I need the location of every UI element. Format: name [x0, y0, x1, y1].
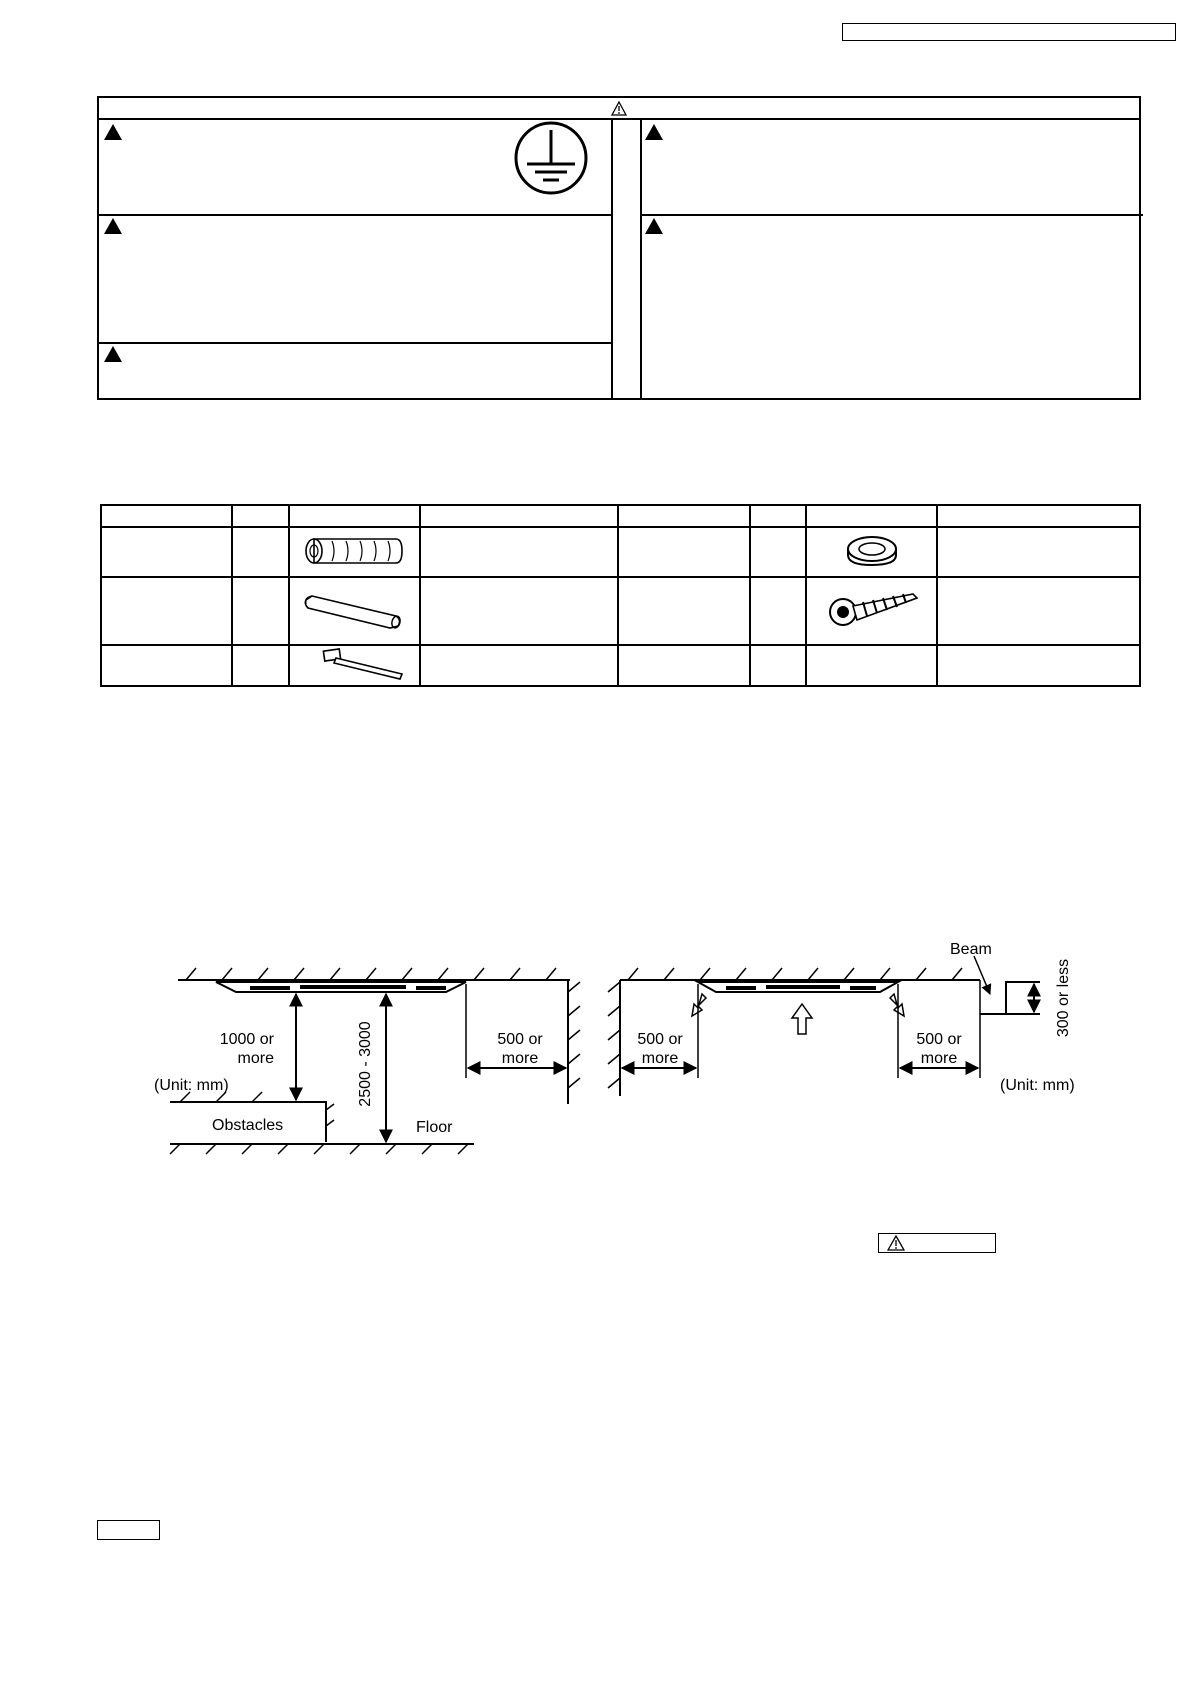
table-cell [420, 577, 618, 645]
table-cell [618, 577, 750, 645]
page-number-box [97, 1520, 160, 1540]
warning-bullet-icon [104, 346, 122, 362]
label-obstacles: Obstacles [212, 1117, 284, 1134]
table-cell [618, 527, 750, 577]
warning-triangle-icon [611, 101, 627, 116]
label-300-or-less: 300 or less [1055, 958, 1072, 1038]
pipe-cover-icon [300, 588, 410, 632]
table-cell [937, 527, 1140, 577]
table-cell [420, 527, 618, 577]
model-number-box [842, 23, 1176, 41]
label-unit-left: (Unit: mm) [154, 1077, 229, 1094]
table-header-cell [232, 505, 289, 527]
label-unit-right: (Unit: mm) [1000, 1077, 1075, 1094]
warning-bullet-icon [645, 124, 663, 140]
table-header-cell [618, 505, 750, 527]
table-cell [101, 645, 232, 686]
table-cell [806, 577, 937, 645]
label-500-right-line2: more [920, 1050, 958, 1067]
table-cell [750, 527, 806, 577]
warning-bullet-icon [104, 218, 122, 234]
label-500-right-line1: 500 or [916, 1031, 962, 1048]
accessories-table [100, 504, 1141, 687]
table-header-cell [289, 505, 420, 527]
table-cell [937, 577, 1140, 645]
table-cell [101, 527, 232, 577]
table-cell [232, 577, 289, 645]
label-500-left-line2: more [641, 1050, 679, 1067]
screw-icon [817, 582, 927, 638]
label-floor: Floor [416, 1119, 453, 1136]
warning-bullet-icon [645, 218, 663, 234]
table-cell [289, 577, 420, 645]
label-1000-line1: 1000 or [219, 1031, 274, 1048]
safety-precautions-box [97, 96, 1141, 400]
table-cell [806, 527, 937, 577]
column-divider-left [611, 120, 613, 400]
safety-header [99, 98, 1139, 120]
table-cell [289, 527, 420, 577]
table-header-cell [101, 505, 232, 527]
left-row-divider-2 [99, 342, 612, 344]
right-row-divider-1 [640, 214, 1143, 216]
table-row [101, 645, 1140, 686]
warning-triangle-icon [887, 1235, 905, 1251]
table-header-cell [750, 505, 806, 527]
table-cell [750, 577, 806, 645]
table-cell [289, 645, 420, 686]
drain-tool-icon [300, 646, 410, 682]
table-row [101, 527, 1140, 577]
table-cell [420, 645, 618, 686]
table-cell [750, 645, 806, 686]
clearance-diagram [150, 930, 1090, 1170]
table-cell [232, 527, 289, 577]
column-divider-right [640, 120, 642, 400]
table-row [101, 577, 1140, 645]
table-header-cell [420, 505, 618, 527]
caution-label-box [878, 1233, 996, 1253]
table-cell [232, 645, 289, 686]
table-header-cell [806, 505, 937, 527]
table-cell [618, 645, 750, 686]
warning-bullet-icon [104, 124, 122, 140]
washer-icon [837, 531, 907, 571]
label-500-line2: more [501, 1050, 539, 1067]
label-1000-line2: more [237, 1050, 274, 1067]
table-header-cell [937, 505, 1140, 527]
table-cell [101, 577, 232, 645]
label-beam: Beam [950, 941, 992, 958]
earth-ground-icon [513, 120, 589, 196]
label-500-left-line1: 500 or [637, 1031, 683, 1048]
insulation-sleeve-icon [300, 531, 410, 571]
table-cell [937, 645, 1140, 686]
table-cell [806, 645, 937, 686]
label-500-line1: 500 or [497, 1031, 543, 1048]
left-row-divider-1 [99, 214, 612, 216]
table-header-row [101, 505, 1140, 527]
label-height-range: 2500 - 3000 [357, 1021, 374, 1107]
